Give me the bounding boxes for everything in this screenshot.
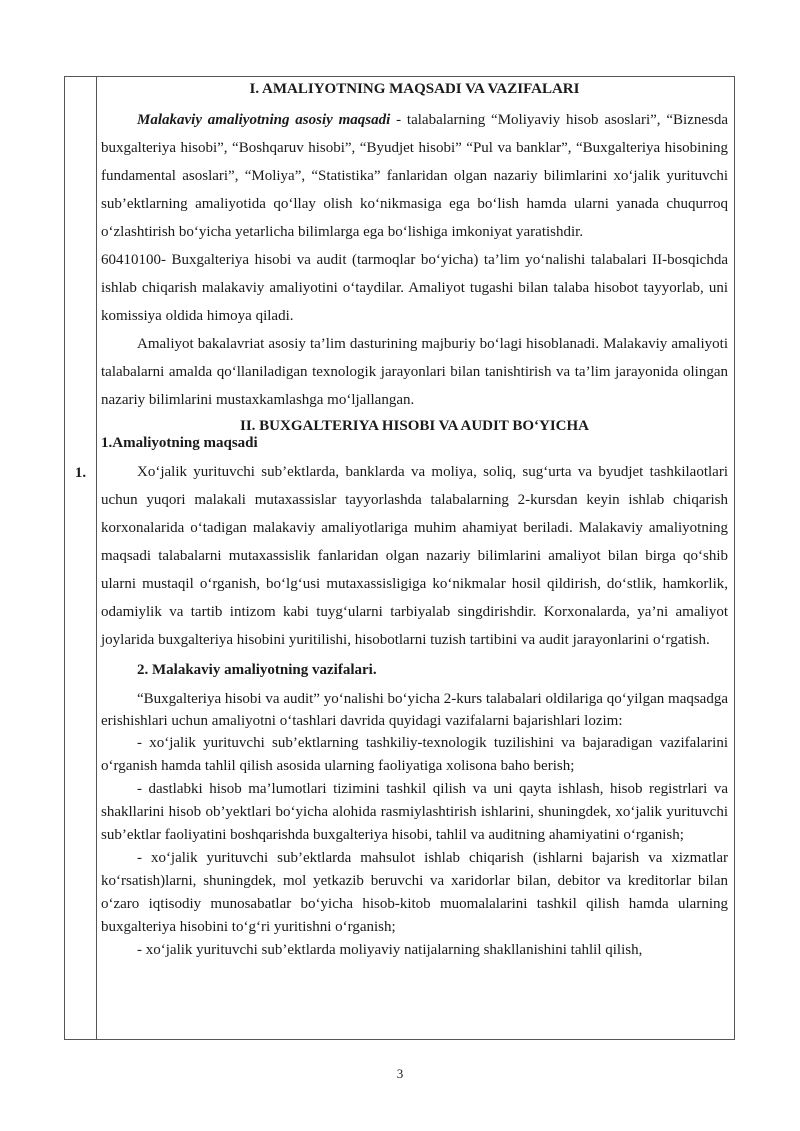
list-item: - xo‘jalik yurituvchi sub’ektlarda moliyaviy natijalarning shakllanishini tahlil qilish, (137, 942, 643, 958)
heading-1: I. AMALIYOTNING MAQSADI VA VAZIFALARI (249, 81, 580, 97)
document-table (64, 76, 735, 1040)
paragraph-goal-detail: Xo‘jalik yurituvchi sub’ektlarda, banklarda va moliya, soliq, sug‘urta va byudjet tashkilaotlari uchun yuqori malakali mutaxassislar tayyorlashda talabalarning 2-kursdan keyin ishlab chiqarish korxonalarida o‘tadigan malakaviy amaliyotlariga muhim ahamiyat beriladi. Malakaviy amaliyotning maqsadi talabalarni mutaxassislik fanlaridan olgan nazariy bilimlarini amaliyot bilan birga qo‘shib ularni mustaqil o‘rganish, bo‘lg‘usi mutaxassisligiga ko‘nikmalar hosil qildirish, do‘stlik, hamkorlik, odamiylik va tartib intizom kabi tuyg‘ularni tarbiyalab singdirishdir. Korxonalarda, ya’ni amaliyot joylarida buxgalteriya hisobini yuritilishi, hisobotlarni tuzish tartibini va audit jarayonlarini o‘rgatish. (101, 464, 728, 648)
paragraph-goal-lead: Malakaviy amaliyotning asosiy maqsadi (137, 112, 391, 128)
list-item: - xo‘jalik yurituvchi sub’ektlarning tashkiliy-texnologik tuzilishini va bajaradigan vazifalarini o‘rganish hamda tahlil qilish asosida ularning faoliyatiga xolisona baho berish; (101, 735, 728, 774)
heading-2: II. BUXGALTERIYA HISOBI VA AUDIT BO‘YICHA (239, 418, 589, 434)
page-number: 3 (396, 1066, 404, 1081)
paragraph-goal (101, 106, 728, 246)
list-item: - xo‘jalik yurituvchi sub’ektlarda mahsulot ishlab chiqarish (ishlarni bajarish va xizmatlar ko‘rsatish)larni, shuningdek, mol yetkazib beruvchi va xaridorlar bilan, debitor va kreditorlar bilan o‘zaro iqtisodiy munosabatlar bo‘yicha hisob-kitob muomalalarini tashkil qilish hamda ularning buxgalteriya hisobini to‘g‘ri yuritishni o‘rganish; (101, 850, 728, 935)
list-item: - dastlabki hisob ma’lumotlari tizimini tashkil qilish va uni qayta ishlash, hisob registrlari va shakllarini hisob ob’yektlari bo‘yicha alohida rasmiylashtirish ishlarini, shuningdek, xo‘jalik yurituvchi sub’ektlar faoliyatini boshqarishda buxgalteriya hisobi, tahlil va auditning ahamiyatini o‘rganish; (101, 781, 728, 843)
subheading-tasks: 2. Malakaviy amaliyotning vazifalari. (137, 662, 377, 678)
content-cell (97, 77, 734, 962)
paragraph-tasks-intro: “Buxgalteriya hisobi va audit” yo‘nalishi bo‘yicha 2-kurs talabalari oldilariga qo‘yilgan maqsadga erishishlari uchun amaliyotni o‘tashlari davrida quyidagi vazifalarni bajarishlari lozim: (101, 691, 728, 729)
number-column (65, 77, 97, 1039)
paragraph-practice: Amaliyot bakalavriat asosiy ta’lim dasturining majburiy bo‘lagi hisoblanadi. Malakaviy amaliyoti talabalarni amalda qo‘llaniladigan texnologik jarayonlari bilan tanishtirish va ta’lim jarayonida olingan nazariy bilimlarini mustaxkamlashga mo‘ljallangan. (101, 336, 728, 408)
paragraph-program: 60410100- Buxgalteriya hisobi va audit (tarmoqlar bo‘yicha) ta’lim yo‘nalishi talabalari II-bosqichda ishlab chiqarish malakaviy amaliyotini o‘taydilar. Amaliyot tugashi bilan talaba hisobot tayyorlab, uni komissiya oldida himoya qiladi. (101, 252, 728, 324)
paragraph-goal-text: - talabalarning “Moliyaviy hisob asoslari”, “Biznesda buxgalteriya hisobi”, “Boshqaruv hisobi”, “Byudjet hisobi” “Pul va banklar”, “Buxgalteriya hisobining fundamental asoslari”, “Moliya”, “Statistika” fanlaridan olgan nazariy bilimlarini xo‘jalik yurituvchi sub’ektlarning amaliyotida qo‘llay olish ko‘nikmasiga ega bo‘lish hamda ularni yanada chuqurroq o‘zlashtirish bo‘yicha yetarlicha bilimlarga ega bo‘lishiga imkoniyat yaratishdir. (101, 112, 729, 240)
section-number: 1. (74, 465, 87, 481)
subheading-goal: 1.Amaliyotning maqsadi (101, 435, 258, 451)
